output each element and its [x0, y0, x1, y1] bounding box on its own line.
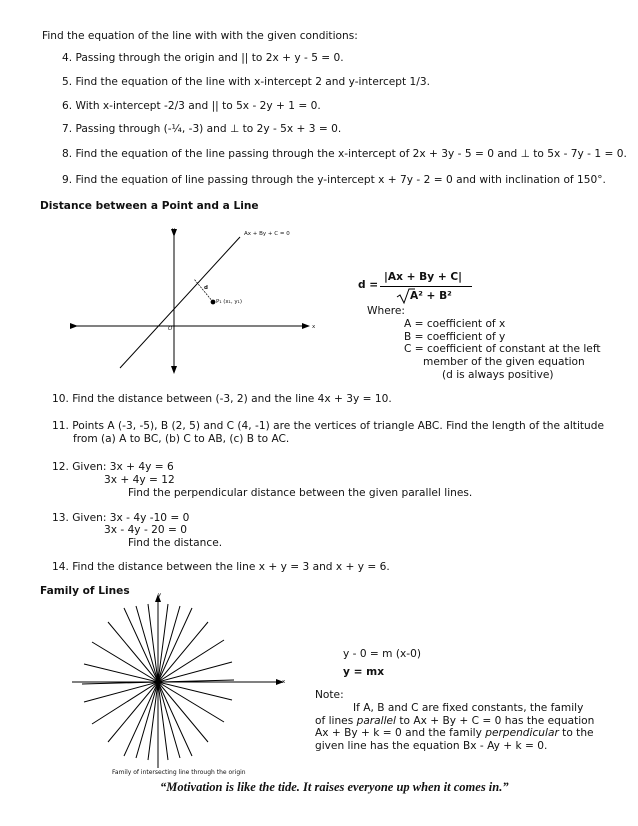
- motivation-quote: “Motivation is like the tide. It raises everyone up when it comes in.”: [160, 780, 509, 794]
- diagram-origin-label: O: [168, 326, 173, 332]
- problem-8: 8. Find the equation of the line passing through the x-intercept of 2x + 3y - 5 = 0 and ⊥ to 5x - 7y - 1 = 0.: [62, 148, 627, 160]
- family-x-label: x: [282, 679, 286, 685]
- note-line3: [315, 727, 594, 739]
- family-eq2: y = mx: [343, 666, 385, 678]
- family-y-label: y: [158, 592, 162, 598]
- formula-numerator: |Ax + By + C|: [384, 271, 463, 283]
- family-diagram: [58, 592, 258, 772]
- note-title: Note:: [315, 689, 344, 701]
- problem-6: 6. With x-intercept -2/3 and || to 5x - 2y + 1 = 0.: [62, 100, 321, 112]
- intro-text: Find the equation of the line with with the given conditions:: [42, 30, 358, 42]
- problem-13-line1: 13. Given: 3x - 4y -10 = 0: [52, 512, 190, 524]
- problem-12-line1: 12. Given: 3x + 4y = 6: [52, 461, 174, 473]
- diagram-line-label: Ax + By + C = 0: [244, 231, 290, 237]
- problem-11-line1: 11. Points A (-3, -5), B (2, 5) and C (4, -1) are the vertices of triangle ABC. Find the length of the altitude: [52, 420, 605, 432]
- note-line1: If A, B and C are fixed constants, the family: [353, 702, 584, 714]
- where-c-cont: member of the given equation: [423, 356, 585, 368]
- point-p1: [211, 300, 216, 305]
- problem-13-line2: 3x - 4y - 20 = 0: [104, 524, 187, 536]
- family-heading: Family of Lines: [40, 585, 130, 597]
- diagram-x-label: x: [312, 324, 316, 330]
- diagram-d-label: d: [204, 285, 208, 291]
- problem-13-line3: Find the distance.: [128, 537, 223, 549]
- diagram-y-label: y: [172, 227, 176, 233]
- note-line3-pre: Ax + By + k = 0 and the family: [315, 727, 486, 739]
- diagram-point-label: P₁ (x₁, y₁): [216, 299, 242, 305]
- problem-4: 4. Passing through the origin and || to 2x + y - 5 = 0.: [62, 52, 344, 64]
- where-b: B = coefficient of y: [404, 331, 506, 343]
- where-c: C = coefficient of constant at the left: [404, 343, 601, 355]
- problem-9: 9. Find the equation of line passing through the y-intercept x + 7y - 2 = 0 and with inclination of 150°.: [62, 174, 606, 186]
- note-line3-post: to the: [558, 727, 594, 739]
- where-label: Where:: [367, 305, 405, 317]
- note-line2: [315, 715, 594, 727]
- note-line3-em: perpendicular: [485, 727, 559, 739]
- note-line2-post: to Ax + By + C = 0 has the equation: [396, 715, 595, 727]
- distance-heading: Distance between a Point and a Line: [40, 200, 259, 212]
- formula-denominator: A² + B²: [410, 290, 452, 302]
- where-a: A = coefficient of x: [404, 318, 506, 330]
- formula-lhs: d =: [358, 279, 379, 291]
- problem-10: 10. Find the distance between (-3, 2) and the line 4x + 3y = 10.: [52, 393, 392, 405]
- formula-fraction-bar: [380, 286, 472, 287]
- problem-12-line3: Find the perpendicular distance between the given parallel lines.: [128, 487, 473, 499]
- problem-11-line2: from (a) A to BC, (b) C to AB, (c) B to AC.: [73, 433, 290, 445]
- where-note: (d is always positive): [442, 369, 554, 381]
- family-eq1: y - 0 = m (x-0): [343, 648, 421, 660]
- problem-5: 5. Find the equation of the line with x-intercept 2 and y-intercept 1/3.: [62, 76, 430, 88]
- family-caption: Family of intersecting line through the origin: [112, 769, 246, 776]
- note-line2-pre: of lines: [315, 715, 357, 727]
- note-line4: given line has the equation Bx - Ay + k = 0.: [315, 740, 548, 752]
- distance-diagram: [68, 225, 328, 375]
- note-line2-em: parallel: [356, 715, 397, 727]
- problem-14: 14. Find the distance between the line x + y = 3 and x + y = 6.: [52, 561, 390, 573]
- problem-7: 7. Passing through (-¼, -3) and ⊥ to 2y - 5x + 3 = 0.: [62, 123, 342, 135]
- problem-12-line2: 3x + 4y = 12: [104, 474, 175, 486]
